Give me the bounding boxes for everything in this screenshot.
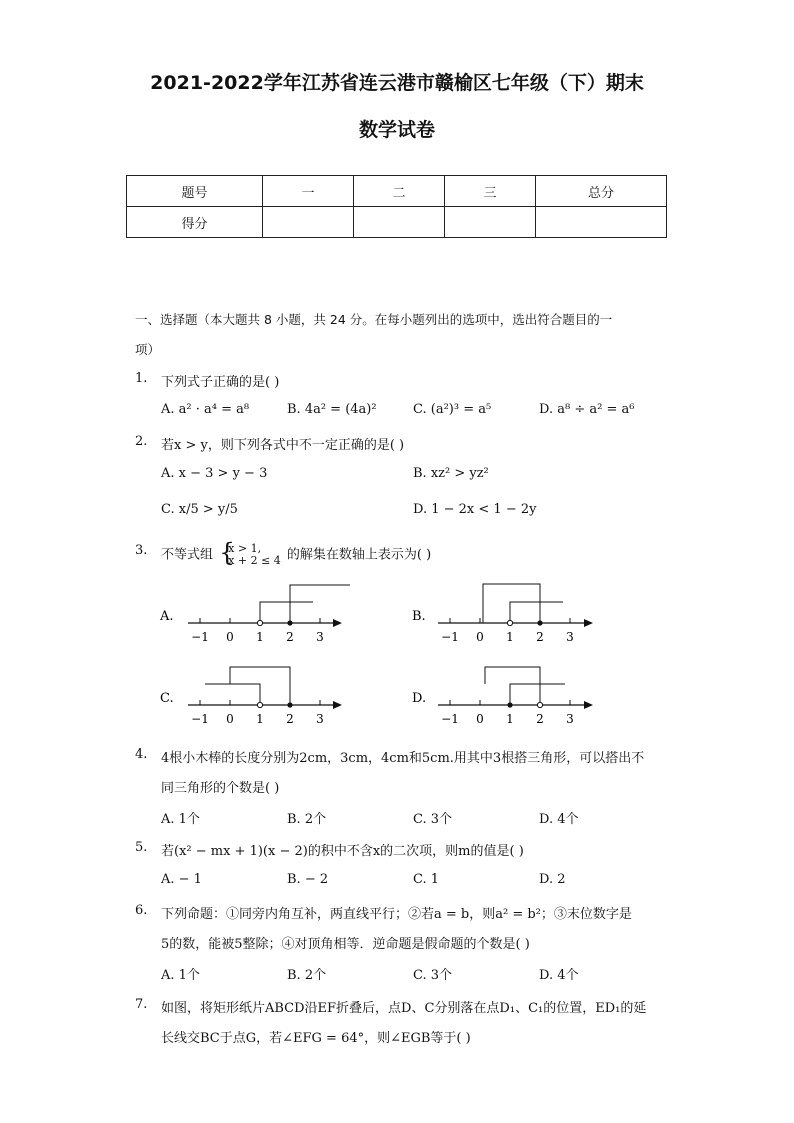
option-label: C. [160, 691, 174, 706]
question-stem-post: 的解集在数轴上表示为( ) [286, 547, 432, 563]
option-d: D. 4个 [539, 968, 579, 983]
score-cell: 二 [354, 176, 445, 207]
score-cell: 一 [263, 176, 354, 207]
tick-label: 2 [536, 712, 544, 726]
page-subtitle: 数学试卷 [358, 119, 435, 141]
tick-label: −1 [441, 712, 459, 726]
question-stem-cont: 5的数，能被5整除；④对顶角相等．逆命题是假命题的个数是( ) [161, 937, 530, 952]
score-cell: 三 [445, 176, 536, 207]
tick-label: 2 [536, 630, 544, 644]
question-stem: 若x > y，则下列各式中不一定正确的是( ) [161, 438, 405, 453]
question-stem: 下列命题：①同旁内角互补，两直线平行；②若a = b，则a² = b²；③末位数字是 [161, 907, 632, 922]
tick-label: 1 [506, 630, 514, 644]
ray-x-ge-2 [290, 585, 350, 623]
arrow-icon [333, 701, 342, 709]
tick-label: 0 [226, 630, 234, 644]
open-dot [257, 702, 262, 707]
question-stem: 若(x² − mx + 1)(x − 2)的积中不含x的二次项，则m的值是( ) [161, 844, 524, 859]
solid-dot [537, 620, 542, 625]
arrow-icon [333, 619, 342, 627]
question-stem-cont: 同三角形的个数是( ) [161, 781, 280, 796]
number-line-c [160, 667, 342, 726]
option-a: A. − 1 [161, 872, 202, 887]
question-stem: 4根小木棒的长度分别为2cm，3cm，4cm和5cm.用其中3根搭三角形，可以搭出不 [161, 751, 645, 766]
open-dot [537, 702, 542, 707]
tick-label: 3 [316, 630, 324, 644]
solid-dot [287, 702, 292, 707]
option-d: D. a⁸ ÷ a² = a⁶ [539, 402, 635, 417]
question-number: 4. [135, 747, 148, 762]
section-heading: 一、选择题（本大题共 8 小题，共 24 分。在每小题列出的选项中，选出符合题目的一 [135, 312, 613, 327]
number-line-b [412, 584, 593, 644]
open-dot [507, 620, 512, 625]
tick-label: 1 [256, 630, 264, 644]
option-b: B. 2个 [287, 968, 327, 983]
option-label: B. [412, 609, 426, 624]
number-line-a [159, 585, 350, 644]
tick-label: 0 [226, 712, 234, 726]
tick-label: 0 [476, 630, 484, 644]
tick-label: 2 [286, 630, 294, 644]
ray-x-lt-2 [485, 667, 540, 705]
question-number: 3. [135, 543, 148, 558]
ray-x-gt-1 [510, 602, 563, 623]
solid-dot [287, 620, 292, 625]
option-c: C. x/5 > y/5 [161, 502, 238, 517]
score-cell: 总分 [536, 176, 667, 207]
question-stem: 如图，将矩形纸片ABCD沿EF折叠后，点D、C分别落在点D₁、C₁的位置，ED₁的延 [161, 1001, 647, 1016]
arrow-icon [584, 619, 593, 627]
question-number: 6. [135, 903, 148, 918]
score-cell: 得分 [127, 207, 263, 238]
option-a: A. 1个 [161, 968, 200, 983]
brace-icon: { [219, 538, 236, 567]
tick-label: 2 [286, 712, 294, 726]
tick-label: 3 [316, 712, 324, 726]
option-d: D. 2 [539, 872, 566, 887]
tick-label: 0 [476, 712, 484, 726]
open-dot [257, 620, 262, 625]
tick-label: −1 [191, 630, 209, 644]
tick-label: 3 [566, 712, 574, 726]
question-stem-pre: 不等式组 [161, 547, 214, 563]
system-line-2: x + 2 ≤ 4 [228, 554, 281, 567]
question-number: 2. [135, 434, 148, 449]
question-stem: 下列式子正确的是( ) [161, 375, 280, 390]
option-a: A. a² · a⁴ = a⁸ [161, 402, 250, 417]
score-cell: 题号 [127, 176, 263, 207]
tick-label: −1 [441, 630, 459, 644]
option-label: A. [160, 609, 174, 624]
section-heading-cont: 项） [135, 342, 161, 357]
option-a: A. x − 3 > y − 3 [161, 466, 268, 481]
option-d: D. 1 − 2x < 1 − 2y [413, 502, 537, 517]
option-c: C. 1 [413, 872, 440, 887]
option-a: A. 1个 [161, 812, 200, 827]
tick-label: −1 [191, 712, 209, 726]
option-label: D. [412, 691, 427, 706]
tick-label: 1 [256, 712, 264, 726]
option-c: C. 3个 [413, 968, 453, 983]
page-title: 2021-2022学年江苏省连云港市赣榆区七年级（下）期末 [150, 72, 644, 94]
arrow-icon [584, 701, 593, 709]
option-b: B. xz² > yz² [413, 466, 489, 481]
option-c: C. 3个 [413, 812, 453, 827]
ray-x-gt-1 [260, 602, 313, 623]
question-stem-cont: 长线交BC于点G，若∠EFG = 64°，则∠EGB等于( ) [161, 1031, 471, 1046]
option-b: B. 2个 [287, 812, 327, 827]
question-number: 1. [135, 371, 148, 386]
option-b: B. 4a² = (4a)² [287, 402, 377, 417]
ray-x-ge-1 [510, 684, 565, 705]
question-number: 5. [135, 840, 148, 855]
tick-label: 3 [566, 630, 574, 644]
number-line-d [412, 667, 593, 726]
solid-dot [507, 702, 512, 707]
ray-x-le-2 [483, 584, 540, 623]
ray-x-lt-1 [205, 684, 260, 705]
system-line-1: x > 1, [228, 542, 262, 555]
option-b: B. − 2 [287, 872, 329, 887]
tick-label: 1 [506, 712, 514, 726]
question-number: 7. [135, 997, 148, 1012]
option-d: D. 4个 [539, 812, 579, 827]
option-c: C. (a²)³ = a⁵ [413, 402, 492, 417]
